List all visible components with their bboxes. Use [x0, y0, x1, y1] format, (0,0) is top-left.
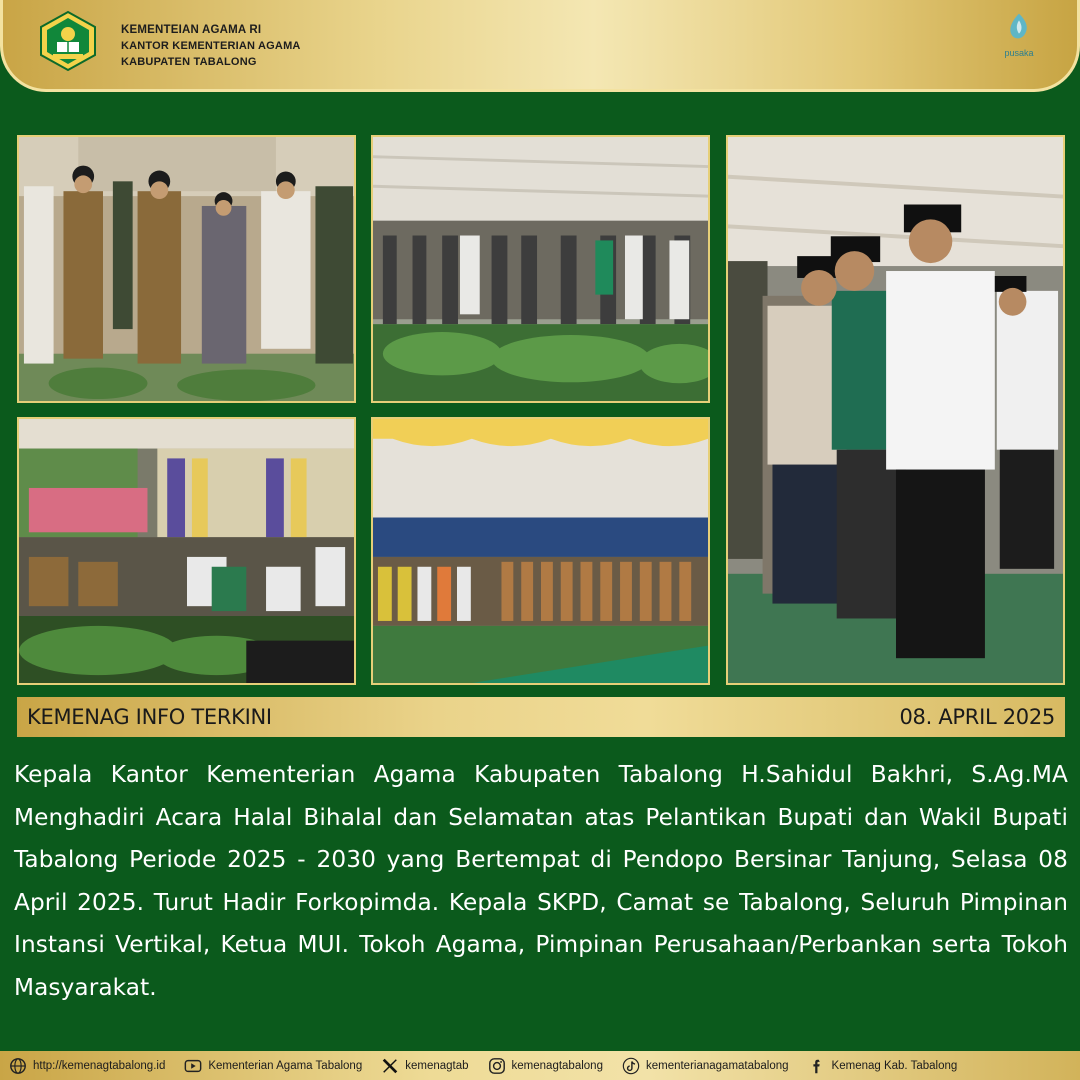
news-paragraph: Kepala Kantor Kementerian Agama Kabupaten Tabalong H.Sahidul Bakhri, S.Ag.MA Menghadiri Acara Halal Bihalal dan Selamatan atas Pelantikan Bupati dan Wakil Bupati Tabalong Periode 2025 - 2030 yang Bertempat di Pendopo Bersinar Tanjung, Selasa 08 April 2025. Turut Hadir Forkopimda. Kepala SKPD, Camat se Tabalong, Seluruh Pimpinan Instansi Vertikal, Ketua MUI. Tokoh Agama, Pimpinan Perusahaan/Perbankan serta Tokoh Masyarakat. — [14, 761, 1068, 1001]
info-bar-date: 08. APRIL 2025 — [899, 705, 1055, 729]
org-line-regency: KABUPATEN TABALONG — [121, 56, 257, 68]
footer-instagram-link[interactable] — [487, 1056, 603, 1076]
photo-uniformed-rows — [371, 417, 710, 685]
photo-guests-under-tent — [371, 135, 710, 403]
pusaka-label: pusaka — [1004, 48, 1034, 58]
youtube-icon — [183, 1056, 203, 1076]
info-bar-label: KEMENAG INFO TERKINI — [27, 705, 272, 729]
info-bar — [17, 697, 1065, 737]
org-line-ministry: KEMENTEIAN AGAMA RI — [121, 24, 262, 36]
header-banner — [0, 0, 1080, 92]
photo-officials-praying — [726, 135, 1065, 685]
social-footer — [0, 1051, 1080, 1080]
footer-tiktok-link[interactable] — [621, 1056, 789, 1076]
tiktok-icon — [621, 1056, 641, 1076]
footer-facebook-link[interactable] — [807, 1056, 958, 1076]
footer-x-text: kemenagtab — [405, 1059, 469, 1072]
footer-tiktok-text: kementerianagamatabalong — [645, 1059, 789, 1072]
photo-guests-seated — [17, 417, 356, 685]
footer-youtube-link[interactable] — [183, 1056, 362, 1076]
footer-facebook-text: Kemenag Kab. Tabalong — [831, 1059, 958, 1072]
footer-instagram-text: kemenagtabalong — [511, 1059, 603, 1072]
facebook-icon — [807, 1056, 827, 1076]
footer-website-text: http://kemenagtabalong.id — [33, 1059, 166, 1072]
pusaka-badge — [999, 12, 1039, 66]
photo-officials-standing-stage — [17, 135, 356, 403]
globe-icon — [8, 1056, 28, 1076]
x-logo-icon — [380, 1056, 400, 1076]
org-line-office: KANTOR KEMENTERIAN AGAMA — [121, 40, 301, 52]
footer-website-link[interactable] — [8, 1056, 165, 1076]
org-name-block — [121, 22, 301, 70]
footer-x-link[interactable] — [380, 1056, 468, 1076]
footer-youtube-text: Kementerian Agama Tabalong — [208, 1059, 363, 1072]
pusaka-logo-icon — [1002, 12, 1036, 42]
instagram-icon — [487, 1056, 507, 1076]
kemenag-logo-icon — [37, 10, 99, 72]
